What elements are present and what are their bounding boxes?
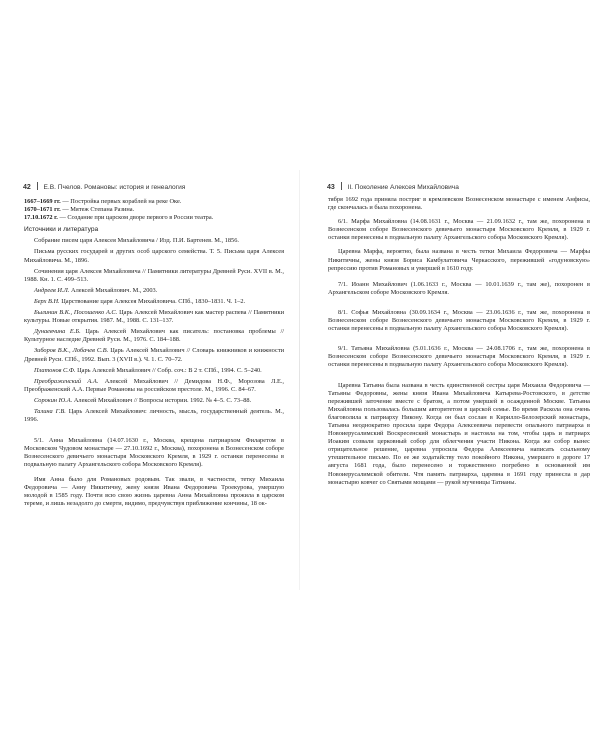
source-item	[24, 397, 284, 405]
source-author: Талина Г.В.	[34, 407, 66, 415]
source-author: Платонов С.Ф.	[34, 366, 76, 374]
source-text: Собрание писем царя Алексея Михайловича / Изд. П.И. Бартенев. М., 1856.	[34, 237, 239, 245]
body-paragraph: Имя Анна было для Романовых родовым. Так звали, в частности, тетку Михаила Федоровича — Анну Никитичну, жену князя Ивана Федоровича Троекурова, умершую молодой в 1585 году. Почти всю свою жизнь царевна Анна Михайловна прожила в царском тереме, и лишь незадолго до смерти, видимо, предчувствуя приближение кончины, 18 ок-	[24, 475, 284, 507]
right-running-head-text: II. Поколение Алексея Михайловича	[347, 184, 459, 191]
source-item	[24, 248, 284, 264]
section-spacer	[24, 430, 284, 431]
right-page	[300, 0, 600, 750]
source-text: Царь Алексей Михайлович: личность, мысль, государственный деятель. М., 1996.	[24, 407, 284, 424]
right-text-column	[328, 196, 590, 487]
body-paragraph: Царевна Татьяна была названа в честь единственной сестры царя Михаила Федоровича — Татьяны Федоровны, жены князя Ивана Михайловича Катырева-Ростовского, в детстве пережившей заточение вместе с братом, а потом умершей в осажденной Москве. Татьяна Михайловна пользовалась большим авторитетом в царской семье. Во время Раскола она очень благоволила к патриарху Никону. Когда он был сослан в Кирилло-Белозерский монастырь, Татьяна неоднократно просила царя Федора Алексеевича перевести опального патриарха в Новоиерусалимский Воскресенский монастырь и настояла на том, чтобы царь и патриарх Иоаким созвали церковный собор для облегчения участи Никона. Когда же собор вынес отрицательное решение, царевна упросила Федора Алексеевича написать ссыльному утешительное письмо. По ее же ходатайству тело покойного Никона, умершего в дороге 17 августа 1681 года, было перенесено и торжественно погребено в основанной им Новоиерусалимской обители. Чтя память патриарха, царевна в 1691 году принесла в дар монастырю ковчег со Святыми мощами — рукой мученицы Татианы.	[328, 381, 590, 486]
source-author: Берх В.Н.	[34, 297, 60, 305]
chronology-item	[24, 206, 284, 214]
source-text: Алексей Михайлович // Демидова Н.Ф., Морозова Л.Е., Преображенский А.А. Первые Романовы на российском престоле. М., 1996. С. 84–67.	[24, 377, 284, 393]
chronology-date: 1667–1669 гг.	[24, 198, 61, 205]
source-text: Царствование царя Алексея Михайловича. СПб., 1830–1831. Ч. 1–2.	[59, 297, 246, 305]
source-item	[24, 408, 284, 424]
genealogy-entry: 9/1. Татьяна Михайловна (5.01.1636 г., Москва — 24.08.1706 г., там же, похоронена в Вознесенском соборе Вознесенского девичьего монастыря Московского Кремля, в 1929 г. останки перенесены в подвальную палату Архангельского собора Московского Кремля).	[328, 345, 590, 369]
source-item	[24, 309, 284, 325]
left-running-head	[23, 182, 185, 191]
source-item	[24, 298, 284, 306]
genealogy-entry: 8/1. Софья Михайловна (30.09.1634 г., Москва — 23.06.1636 г., там же, похоронена в Вознесенском соборе Вознесенского девичьего монастыря Московского Кремля, в 1929 г. останки перенесены в подвальную палату Архангельского собора Московского Кремля).	[328, 308, 590, 333]
chronology-date: 1670–1671 гг.	[24, 206, 61, 214]
source-item	[24, 287, 284, 295]
source-item	[24, 378, 284, 394]
header-separator	[37, 182, 38, 190]
source-item	[24, 268, 284, 284]
header-separator	[341, 182, 342, 190]
genealogy-entry: 7/1. Иоанн Михайлович (1.06.1633 г., Москва — 10.01.1639 г., там же), похоронен в Архангельском соборе Московского Кремля.	[328, 280, 590, 296]
source-author: Дунаевчина Е.Б.	[34, 328, 81, 336]
chronology-text: — Постройка первых кораблей на реке Оке.	[60, 198, 182, 205]
left-text-column	[24, 198, 284, 508]
source-item	[24, 328, 284, 344]
continued-paragraph: тября 1692 года приняла постриг в кремлевском Вознесенском монастыре с именем Анфисы, где скончалась и была похоронена.	[328, 196, 590, 212]
chronology-date: 17.10.1672 г.	[24, 214, 58, 222]
genealogy-entry: 6/1. Марфа Михайловна (14.08.1631 г., Москва — 21.09.1632 г., там же, похоронена в Вознесенском соборе Вознесенского девичьего монастыря Московского Кремля, в 1929 г. останки перенесены в подвальную палату Архангельского собора Московского Кремля).	[328, 218, 590, 242]
source-item	[24, 347, 284, 363]
source-text: Письма русских государей и других особ царского семейства. Т. 5. Письма царя Алексея Михайловича. М., 1896.	[24, 248, 284, 264]
sources-heading: Источники и литература	[24, 226, 99, 234]
chronology-text: — Создание при царском дворе первого в России театра.	[57, 214, 214, 222]
source-text: Царь Алексей Михайлович // Собр. соч.: В 2 т. СПб., 1994. С. 5–240.	[75, 366, 262, 374]
left-page-number: 42	[23, 184, 31, 191]
body-paragraph: Царевна Марфа, вероятно, была названа в честь тетки Михаила Федоровича — Марфы Никитичны, жены князя Бориса Камбулатовича Черкасского, пережившей «годуновскую» репрессию против Романовых и умершей в 1610 году.	[328, 248, 590, 272]
source-author: Зиборов В.К., Лобачев С.В.	[34, 347, 109, 355]
source-text: Царь Алексей Михайлович как писатель: постановка проблемы // Культурное наследие Древней Руси. М., 1976. С. 184–188.	[24, 328, 284, 344]
left-running-head-text: Е.В. Пчелов. Романовы: история и генеалогия	[43, 184, 186, 191]
source-text: Алексей Михайлович. М., 2003.	[69, 286, 158, 294]
source-text: Сочинения царя Алексея Михайловича // Памятники литературы Древней Руси. XVII в. М., 1988. Кн. 1. С. 499–513.	[24, 267, 284, 283]
right-running-head	[327, 182, 459, 191]
source-author: Сорокин Ю.А.	[34, 396, 73, 404]
genealogy-entry: 5/1. Анна Михайловна (14.07.1630 г., Москва, крещена патриархом Филаретом в Московском Чудовом монастыре — 27.10.1692 г., Москва), похоронена в Вознесенском соборе Вознесенского девичьего монастыря Московского Кремля, в 1929 г. останки перенесены в подвальную палату Архангельского собора Московского Кремля).	[24, 437, 284, 469]
chronology-item	[24, 198, 284, 206]
source-text: Царь Алексей Михайлович // Словарь книжников и книжности Древней Руси. СПб., 1992. Вып. 3 (XVII в.). Ч. 1. С. 70–72.	[24, 347, 284, 363]
source-author: Андреев И.Л.	[34, 286, 70, 294]
source-text: Царь Алексей Михайлович как мастер распева // Памятники культуры. Новые открытия. 1987. М., 1988. С. 131–137.	[24, 309, 285, 325]
source-text: Алексей Михайлович // Вопросы истории. 1992. № 4–5. С. 73–88.	[72, 396, 252, 404]
source-item	[24, 237, 284, 245]
right-page-number: 43	[327, 184, 335, 191]
source-item	[24, 367, 284, 375]
source-author: Преображенский А.А.	[34, 377, 99, 385]
chronology	[24, 198, 284, 222]
source-author: Былинин В.К., Посошенко А.С.	[34, 309, 118, 317]
sources-list	[24, 237, 284, 424]
chronology-item	[24, 214, 284, 222]
chronology-text: — Мятеж Степана Разина.	[60, 206, 135, 214]
